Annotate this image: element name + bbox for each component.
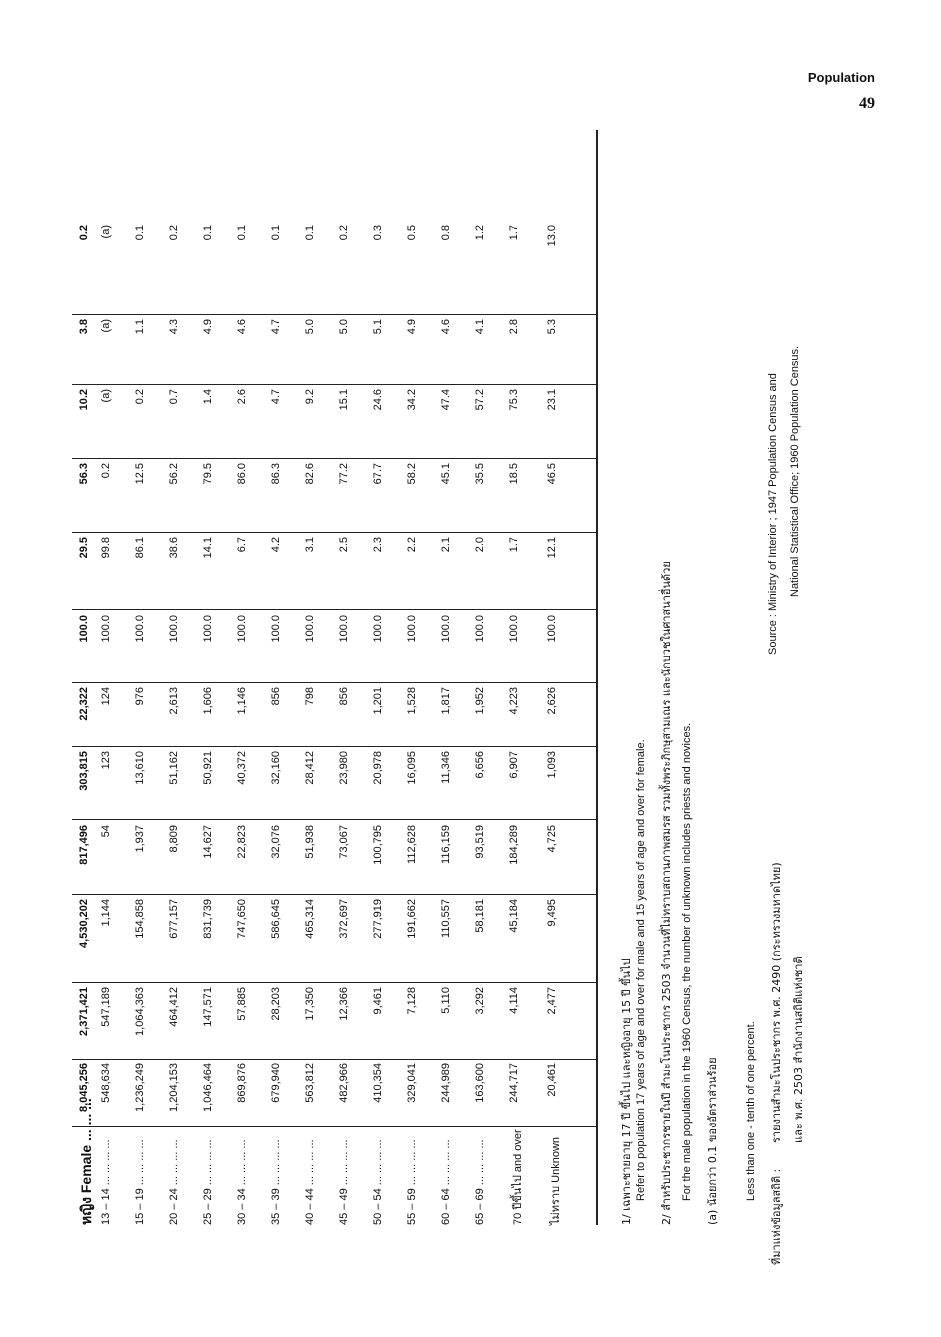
- table-cell: 0.3: [372, 225, 384, 241]
- table-cell: 1.4: [202, 389, 214, 405]
- table-cell: 0.2: [100, 463, 112, 479]
- table-cell: 7,128: [406, 987, 418, 1015]
- table-cell: 100.0: [270, 615, 282, 643]
- table-cell: 2.2: [406, 537, 418, 553]
- table-cell: 3.1: [304, 537, 316, 553]
- table-cell: 465,314: [304, 899, 316, 939]
- table-cell: 2,371,421: [78, 987, 90, 1036]
- table-cell: 184,289: [508, 825, 520, 865]
- table-cell: 5.0: [338, 319, 350, 335]
- table-row: [304, 130, 320, 1225]
- table-cell: 9,461: [372, 987, 384, 1015]
- row-label: 50 – 54 ... ... ... ...: [372, 1139, 384, 1225]
- table-cell: 410,354: [372, 1063, 384, 1103]
- table-cell: 45.1: [440, 463, 452, 485]
- table-cell: 17,350: [304, 987, 316, 1021]
- table-cell: 163,600: [474, 1063, 486, 1103]
- table-cell: 100.0: [372, 615, 384, 643]
- table-cell: 0.5: [406, 225, 418, 241]
- table-cell: 191,662: [406, 899, 418, 939]
- table-cell: 0.2: [338, 225, 350, 241]
- rotated-page-content: [72, 130, 877, 1265]
- table-cell: 112,628: [406, 825, 418, 864]
- table-cell: 2.6: [236, 389, 248, 405]
- table-cell: 45,184: [508, 899, 520, 933]
- table-cell: 100.0: [304, 615, 316, 643]
- table-cell: 1.7: [508, 225, 520, 241]
- table-cell: 5.0: [304, 319, 316, 335]
- table-cell: 0.1: [270, 225, 282, 241]
- table-header-row: [78, 130, 94, 1225]
- table-cell: 1.1: [134, 319, 146, 335]
- table-cell: 38.6: [168, 537, 180, 559]
- table-cell: 798: [304, 687, 316, 706]
- table-cell: 1,937: [134, 825, 146, 853]
- table-cell: 277,919: [372, 899, 384, 939]
- table-cell: 2,477: [546, 987, 558, 1015]
- table-cell: 20,978: [372, 751, 384, 785]
- table-cell: 147,571: [202, 987, 214, 1027]
- table-cell: 0.8: [440, 225, 452, 241]
- table-cell: 28,412: [304, 751, 316, 785]
- table-cell: 51,938: [304, 825, 316, 859]
- table-cell: 372,697: [338, 899, 350, 939]
- table-cell: 12,366: [338, 987, 350, 1021]
- table-cell: 86.0: [236, 463, 248, 485]
- table-cell: 6,656: [474, 751, 486, 779]
- table-cell: 100.0: [474, 615, 486, 643]
- table-cell: 8,809: [168, 825, 180, 853]
- footnote-1-english: Refer to population 17 years of age and over for male and 15 years of age and over for female.: [635, 739, 647, 1201]
- table-cell: 747,650: [236, 899, 248, 939]
- source-thai-line-2: และ พ.ศ. 2503 สำนักงานสถิติแห่งชาติ: [792, 956, 805, 1143]
- section-title: Population: [807, 70, 875, 85]
- table-cell: 99.8: [100, 537, 112, 559]
- table-cell: 2.1: [440, 537, 452, 553]
- table-cell: 5.3: [546, 319, 558, 335]
- table-cell: 100.0: [546, 615, 558, 643]
- row-label: 30 – 34 ... ... ... ...: [236, 1139, 248, 1225]
- table-cell: 1,201: [372, 687, 384, 715]
- table-row: [546, 130, 562, 1225]
- row-label: ไม่ทราบ Unknown: [550, 1136, 562, 1225]
- table-cell: 100.0: [236, 615, 248, 643]
- table-cell: 54: [100, 825, 112, 838]
- table-cell: 4.9: [406, 319, 418, 335]
- table-cell: 93,519: [474, 825, 486, 859]
- table-cell: 0.7: [168, 389, 180, 405]
- table-cell: 154,858: [134, 899, 146, 939]
- table-cell: 8,045,256: [78, 1063, 90, 1112]
- table-cell: 100.0: [440, 615, 452, 643]
- table-row: [474, 130, 490, 1225]
- table-cell: 0.2: [78, 225, 90, 241]
- row-label: 40 – 44 ... ... ... ...: [304, 1139, 316, 1225]
- table-cell: 14.1: [202, 537, 214, 559]
- table-cell: 4,530,202: [78, 899, 90, 948]
- table-cell: 329,041: [406, 1063, 418, 1103]
- table-cell: 29.5: [78, 537, 90, 559]
- table-cell: 679,940: [270, 1063, 282, 1103]
- table-cell: 116,159: [440, 825, 452, 864]
- table-cell: 244,989: [440, 1063, 452, 1103]
- table-cell: 100,795: [372, 825, 384, 865]
- row-label: 45 – 49 ... ... ... ...: [338, 1139, 350, 1225]
- table-cell: 51,162: [168, 751, 180, 785]
- table-cell: 100.0: [78, 615, 90, 643]
- table-cell: 464,412: [168, 987, 180, 1027]
- table-cell: 100.0: [134, 615, 146, 643]
- table-cell: 56.2: [168, 463, 180, 485]
- table-cell: 4.9: [202, 319, 214, 335]
- table-cell: 100.0: [100, 615, 112, 643]
- table-row: [338, 130, 354, 1225]
- table-cell: 50,921: [202, 751, 214, 785]
- table-cell: 24.6: [372, 389, 384, 411]
- table-cell: 3,292: [474, 987, 486, 1015]
- table-cell: 77.2: [338, 463, 350, 485]
- footnote-2-thai: 2/ สำหรับประชากรชายในปี สำมะโนประชากร 2503 จำนวนที่ไม่ทราบสถานภาพสมรส รวมทั้งพระภิกษุสามเณร และนักบวชในศาสนาอื่นด้วย: [660, 561, 673, 1225]
- footnote-a-english: Less than one - tenth of one percent.: [745, 1021, 757, 1201]
- table-cell: 563,812: [304, 1063, 316, 1103]
- table-cell: 1,606: [202, 687, 214, 715]
- table-cell: 4.2: [270, 537, 282, 553]
- table-cell: 58,181: [474, 899, 486, 933]
- table-cell: 124: [100, 687, 112, 706]
- table-cell: 32,160: [270, 751, 282, 785]
- table-cell: 4.7: [270, 389, 282, 405]
- table-row: [270, 130, 286, 1225]
- table-cell: 28,203: [270, 987, 282, 1021]
- table-cell: 4.3: [168, 319, 180, 335]
- table-cell: 73,067: [338, 825, 350, 859]
- table-cell: 18.5: [508, 463, 520, 485]
- table-cell: 1,528: [406, 687, 418, 715]
- table-cell: 2,626: [546, 687, 558, 715]
- table-cell: 14,627: [202, 825, 214, 859]
- table-cell: 47.4: [440, 389, 452, 411]
- table-cell: 12.1: [546, 537, 558, 559]
- table-row: [372, 130, 388, 1225]
- table-cell: 35.5: [474, 463, 486, 485]
- table-cell: 1,046,464: [202, 1063, 214, 1112]
- table-cell: 1.2: [474, 225, 486, 241]
- table-cell: 23.1: [546, 389, 558, 411]
- source-english-line-2: National Statistical Office; 1960 Population Census.: [789, 345, 801, 597]
- table-cell: 856: [338, 687, 350, 706]
- table-cell: 46.5: [546, 463, 558, 485]
- table-cell: 4.7: [270, 319, 282, 335]
- table-cell: 100.0: [168, 615, 180, 643]
- table-cell: 586,645: [270, 899, 282, 939]
- table-cell: 1,064,363: [134, 987, 146, 1036]
- source-thai-label: ที่มาแห่งข้อมูลสถิติ :: [770, 1168, 783, 1265]
- table-cell: 110,557: [440, 899, 452, 938]
- table-cell: 677,157: [168, 899, 180, 939]
- table-cell: 2.5: [338, 537, 350, 553]
- table-cell: 58.2: [406, 463, 418, 485]
- table-cell: 20,461: [546, 1063, 558, 1097]
- table-cell: 57.2: [474, 389, 486, 411]
- table-cell: 4.6: [440, 319, 452, 335]
- table-cell: 831,739: [202, 899, 214, 939]
- row-label: 65 – 69 ... ... ... ...: [474, 1139, 486, 1225]
- table-cell: 1.7: [508, 537, 520, 553]
- table-cell: 4,725: [546, 825, 558, 853]
- footnote-2-english: For the male population in the 1960 Census, the number of unknown includes priests and novices.: [681, 722, 693, 1201]
- table-cell: 856: [270, 687, 282, 706]
- table-cell: 100.0: [338, 615, 350, 643]
- table-row: [168, 130, 184, 1225]
- source-thai-line-1: รายงานสำมะโนประชากร พ.ศ. 2490 (กระทรวงมหาดไทย): [770, 862, 783, 1143]
- table-cell: 11,346: [440, 751, 452, 784]
- table-cell: 4,114: [508, 987, 520, 1014]
- table-cell: 22,322: [78, 687, 90, 721]
- table-cell: 0.1: [202, 225, 214, 241]
- table-cell: 547,189: [100, 987, 112, 1027]
- table-cell: 100.0: [508, 615, 520, 643]
- table-cell: 56.3: [78, 463, 90, 485]
- source-english-line-1: Source : Ministry of Interior ; 1947 Population Census and: [767, 373, 779, 655]
- table-row: [134, 130, 150, 1225]
- table-cell: 2.8: [508, 319, 520, 335]
- table-cell: (a): [100, 319, 112, 333]
- table-cell: 100.0: [202, 615, 214, 643]
- table-cell: 22,823: [236, 825, 248, 859]
- row-label: 25 – 29 ... ... ... ...: [202, 1139, 214, 1225]
- table-cell: 1,204,153: [168, 1063, 180, 1112]
- table-cell: 67.7: [372, 463, 384, 485]
- table-cell: 0.1: [304, 225, 316, 241]
- table-cell: 13.0: [546, 225, 558, 247]
- table-cell: 1,144: [100, 899, 112, 927]
- row-label: 60 – 64 ... ... ... ...: [440, 1139, 452, 1225]
- table-cell: 86.1: [134, 537, 146, 559]
- row-label: หญิง Female ... ... ...: [78, 1098, 94, 1225]
- table-cell: (a): [100, 225, 112, 239]
- footnote-a-thai: (a) น้อยกว่า 0.1 ของอัตราส่วนร้อย: [706, 1057, 719, 1225]
- table-cell: 0.2: [134, 389, 146, 405]
- table-bottom-rule: [596, 130, 598, 1225]
- table-cell: 244,717: [508, 1063, 520, 1103]
- table-cell: 86.3: [270, 463, 282, 485]
- table-cell: 13,610: [134, 751, 146, 785]
- table-cell: 82.6: [304, 463, 316, 485]
- table-cell: 1,236,249: [134, 1063, 146, 1112]
- table-row: [508, 130, 524, 1225]
- table-cell: 9,495: [546, 899, 558, 927]
- table-cell: 123: [100, 751, 112, 770]
- table-cell: 6.7: [236, 537, 248, 553]
- table-cell: 0.2: [168, 225, 180, 241]
- table-cell: 32,076: [270, 825, 282, 859]
- row-label: 70 ปีขึ้นไป and over: [512, 1129, 524, 1225]
- table-cell: 817,496: [78, 825, 90, 865]
- row-label: 55 – 59 ... ... ... ...: [406, 1139, 418, 1225]
- table-cell: 0.1: [134, 225, 146, 241]
- table-row: [202, 130, 218, 1225]
- table-cell: 303,815: [78, 751, 90, 791]
- table-cell: (a): [100, 389, 112, 403]
- table-cell: 4.6: [236, 319, 248, 335]
- table-cell: 3.8: [78, 319, 90, 335]
- table-cell: 34.2: [406, 389, 418, 411]
- table-row: [440, 130, 456, 1225]
- table-cell: 1,952: [474, 687, 486, 715]
- table-cell: 57,885: [236, 987, 248, 1021]
- table-cell: 12.5: [134, 463, 146, 485]
- page-header: [760, 70, 875, 113]
- table-cell: 976: [134, 687, 146, 706]
- table-cell: 5,110: [440, 987, 452, 1014]
- table-cell: 10.2: [78, 389, 90, 411]
- table-cell: 4,223: [508, 687, 520, 715]
- table-cell: 9.2: [304, 389, 316, 405]
- table-cell: 40,372: [236, 751, 248, 785]
- table-cell: 869,876: [236, 1063, 248, 1103]
- table-cell: 548,634: [100, 1063, 112, 1103]
- table-cell: 0.1: [236, 225, 248, 241]
- table-row: [406, 130, 422, 1225]
- row-label: 20 – 24 ... ... ... ...: [168, 1139, 180, 1225]
- table-cell: 2,613: [168, 687, 180, 715]
- table-cell: 4.1: [474, 319, 486, 335]
- table-cell: 79.5: [202, 463, 214, 485]
- table-cell: 2.0: [474, 537, 486, 553]
- table-cell: 16,095: [406, 751, 418, 785]
- table-cell: 1,093: [546, 751, 558, 779]
- table-cell: 5.1: [372, 319, 384, 335]
- table-row: [100, 130, 116, 1225]
- table-row: [236, 130, 252, 1225]
- table-cell: 1,817: [440, 687, 452, 715]
- row-label: 13 – 14 ... ... ... ...: [100, 1139, 112, 1225]
- page-number: 49: [859, 95, 875, 112]
- table-cell: 6,907: [508, 751, 520, 779]
- row-label: 15 – 19 ... ... ... ...: [134, 1139, 146, 1225]
- footnote-1-thai: 1/ เฉพาะชายอายุ 17 ปี ขึ้นไป และหญิงอายุ 15 ปี ขึ้นไป: [620, 958, 633, 1225]
- table-cell: 482,966: [338, 1063, 350, 1103]
- row-label: 35 – 39 ... ... ... ...: [270, 1139, 282, 1225]
- table-cell: 15.1: [338, 389, 350, 411]
- table-cell: 2.3: [372, 537, 384, 553]
- table-cell: 23,980: [338, 751, 350, 785]
- table-cell: 1,146: [236, 687, 248, 715]
- table-cell: 100.0: [406, 615, 418, 643]
- table-cell: 75.3: [508, 389, 520, 411]
